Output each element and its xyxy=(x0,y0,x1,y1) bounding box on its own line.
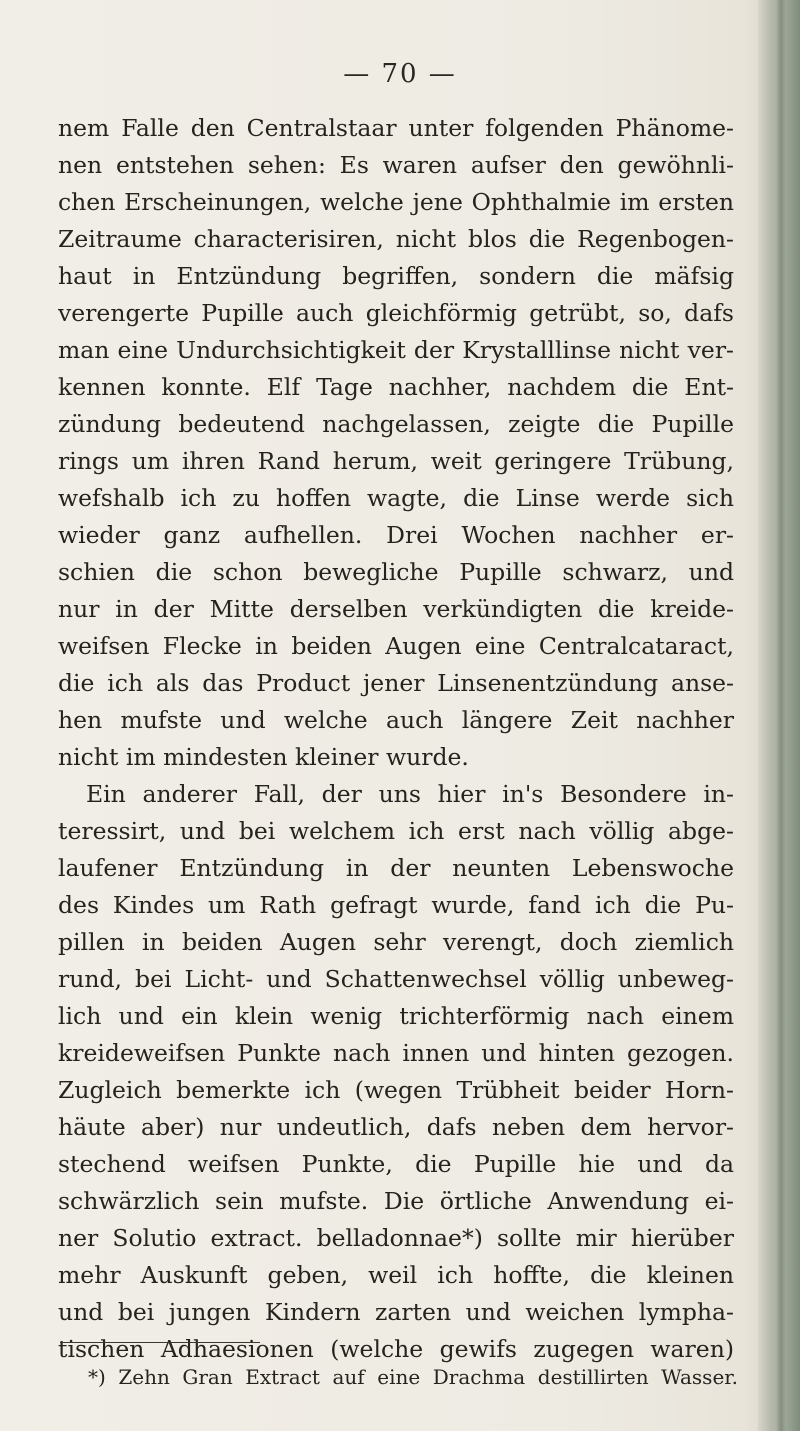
text-line: man eine Undurchsichtigkeit der Krystalllinse nicht ver- xyxy=(58,336,734,364)
text-line: häute aber) nur undeutlich, dafs neben dem hervor- xyxy=(58,1113,734,1141)
binding-shadow xyxy=(776,0,786,1431)
paragraph-end-line: nicht im mindesten kleiner wurde. xyxy=(58,743,469,771)
text-line: und bei jungen Kindern zarten und weichen lympha- xyxy=(58,1298,734,1326)
text-line: ner Solutio extract. belladonnae*) sollte mir hierüber xyxy=(58,1224,734,1252)
text-line: schien die schon bewegliche Pupille schwarz, und xyxy=(58,558,734,586)
text-line: lich und ein klein wenig trichterförmig nach einem xyxy=(58,1002,734,1030)
body-text xyxy=(58,110,734,1368)
text-line: kreideweifsen Punkte nach innen und hinten gezogen. xyxy=(58,1039,734,1067)
text-line: wefshalb ich zu hoffen wagte, die Linse werde sich xyxy=(58,484,734,512)
footnote: *) Zehn Gran Extract auf eine Drachma destillirten Wasser. xyxy=(88,1365,738,1389)
text-line: schwärzlich sein mufste. Die örtliche Anwendung ei- xyxy=(58,1187,734,1215)
text-line: haut in Entzündung begriffen, sondern die mäfsig xyxy=(58,262,734,290)
text-line: wieder ganz aufhellen. Drei Wochen nachher er- xyxy=(58,521,734,549)
text-line: hen mufste und welche auch längere Zeit nachher xyxy=(58,706,734,734)
text-line: mehr Auskunft geben, weil ich hoffte, die kleinen xyxy=(58,1261,734,1289)
text-line: stechend weifsen Punkte, die Pupille hie und da xyxy=(58,1150,734,1178)
text-line: verengerte Pupille auch gleichförmig getrübt, so, dafs xyxy=(58,299,734,327)
text-line: kennen konnte. Elf Tage nachher, nachdem die Ent- xyxy=(58,373,734,401)
text-line: weifsen Flecke in beiden Augen eine Centralcataract, xyxy=(58,632,734,660)
text-line: die ich als das Product jener Linsenentzündung anse- xyxy=(58,669,734,697)
text-line: nem Falle den Centralstaar unter folgenden Phänome- xyxy=(58,114,734,142)
text-line: nen entstehen sehen: Es waren aufser den gewöhnli- xyxy=(58,151,734,179)
text-line: rund, bei Licht- und Schattenwechsel völlig unbeweg- xyxy=(58,965,734,993)
text-line: rings um ihren Rand herum, weit geringere Trübung, xyxy=(58,447,734,475)
text-line: pillen in beiden Augen sehr verengt, doch ziemlich xyxy=(58,928,734,956)
text-line: tischen Adhaesionen (welche gewifs zugegen waren) xyxy=(58,1335,734,1363)
text-line: chen Erscheinungen, welche jene Ophthalmie im ersten xyxy=(58,188,734,216)
page-number: — 70 — xyxy=(343,59,457,89)
text-line: zündung bedeutend nachgelassen, zeigte die Pupille xyxy=(58,410,734,438)
text-line: Zeitraume characterisiren, nicht blos die Regenbogen- xyxy=(58,225,734,253)
paragraph-start-line: Ein anderer Fall, der uns hier in's Besondere in- xyxy=(86,780,734,808)
text-line: laufener Entzündung in der neunten Lebenswoche xyxy=(58,854,734,882)
text-line: nur in der Mitte derselben verkündigten die kreide- xyxy=(58,595,734,623)
text-line: Zugleich bemerkte ich (wegen Trübheit beider Horn- xyxy=(58,1076,734,1104)
footnote-divider xyxy=(60,1342,260,1343)
text-line: des Kindes um Rath gefragt wurde, fand ich die Pu- xyxy=(58,891,734,919)
text-line: teressirt, und bei welchem ich erst nach völlig abge- xyxy=(58,817,734,845)
